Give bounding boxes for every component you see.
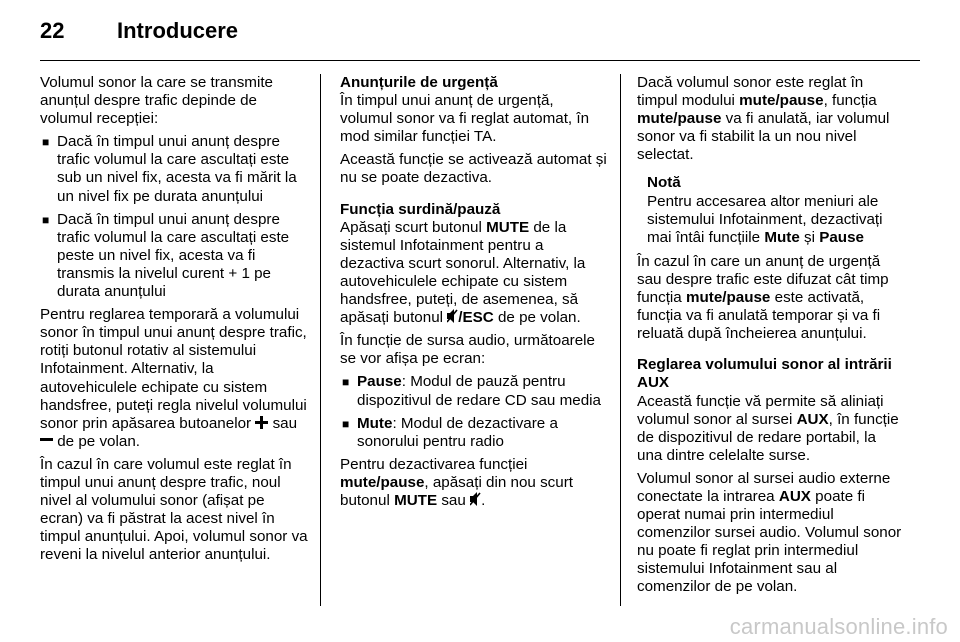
paragraph: Această funcție se activează automat și nu se poate dezactiva. [340, 151, 607, 187]
paragraph-text: de la sistemul Infotainment pentru a dezactiva scurt sonorul. Alternativ, la autovehiculele echipate cu sistem handsfree, puteți, de asemenea, să apăsați butonul [340, 218, 586, 327]
watermark: carmanualsonline.info [729, 614, 948, 639]
list-item [340, 415, 608, 451]
column-2 [340, 74, 608, 515]
paragraph-text: În cazul în care un anunț de urgență sau despre trafic este difuzat cât timp funcția [637, 252, 889, 307]
paragraph-text: . [481, 491, 486, 509]
paragraph-text: Această funcție vă permite să aliniați volumul sonor al sursei [637, 392, 884, 428]
column-3 [637, 74, 905, 602]
paragraph-text: Apăsați scurt butonul [340, 218, 482, 236]
mute-pause-label: mute/pause [739, 92, 824, 110]
list-item [40, 133, 308, 205]
list-item [40, 211, 308, 301]
bullet-icon: ■ [42, 135, 50, 150]
paragraph: În timpul unui anunț de urgență, volumul sonor va fi reglat automat, în mod similar funcției TA. [340, 92, 590, 146]
paragraph-text: poate fi operat numai prin intermediul comenzilor sursei audio. Volumul sonor nu poate fi reglat prin intermediul sistemului Infotainment sau al comenzilor de pe volan. [637, 487, 902, 596]
paragraph [637, 470, 905, 597]
paragraph-text: de pe volan. [57, 432, 140, 450]
paragraph [340, 456, 608, 510]
list-item-term: Pause [357, 373, 402, 391]
mute-pause-label: mute/pause [685, 289, 771, 307]
paragraph-text: Dacă volumul sonor este reglat în timpul modului [637, 74, 864, 110]
column-1 [40, 74, 308, 569]
list-item-text: Dacă în timpul unui anunț despre trafic volumul la care ascultați este sub un nivel fix, acesta va fi mărit la un nivel fix pe durata anunțului [57, 133, 297, 205]
plus-icon [255, 416, 268, 429]
paragraph-text: Pentru accesarea altor meniuri ale sistemului Infotainment, dezactivați mai întâi funcțiile [647, 192, 883, 246]
mute-pause-label: mute/pause [340, 473, 425, 491]
mute-pause-label: mute/pause [637, 110, 722, 128]
paragraph-text: va fi anulată, iar volumul sonor va fi stabilit la un nou nivel selectat. [637, 110, 890, 164]
note-text [647, 193, 905, 247]
mute-label: MUTE [394, 491, 438, 509]
paragraph-text: , apăsați din nou scurt butonul [340, 473, 573, 509]
paragraph-text: sau [272, 414, 298, 432]
bullet-icon: ■ [42, 212, 50, 227]
list-item-term: Mute [357, 414, 393, 432]
section-heading: Funcția surdină/pauză [340, 200, 501, 218]
paragraph [637, 74, 905, 164]
esc-label: /ESC [458, 309, 494, 327]
aux-label: AUX [796, 410, 829, 428]
paragraph-text: de pe volan. [497, 309, 581, 327]
note-box [637, 174, 905, 246]
paragraph [637, 393, 905, 465]
paragraph: În cazul în care volumul este reglat în timpul unui anunț despre trafic, noul nivel al volumului sonor (afișat pe ecran) va fi păstrat la acest nivel în timpul anunțului. Apoi, volumul sonor va reveni la nivelul anterior anunțului. [40, 455, 308, 564]
note-title: Notă [647, 174, 681, 192]
paragraph-text: Volumul sonor al sursei audio externe conectate la intrarea [637, 469, 891, 505]
paragraph-text: Pentru reglarea temporară a volumului sonor în timpul unui anunț despre trafic, rotiți butonul rotativ al sistemului Infotainment. Alternativ, la autovehiculele echipate cu sistem handsfree, puteți regla nivelul volumului sonor prin apăsarea butoanelor [40, 306, 307, 432]
paragraph [40, 306, 308, 451]
paragraph [340, 219, 608, 328]
paragraph-text: , în funcție de dispozitivul de redare portabil, la una dintre celelalte surse. [637, 410, 899, 464]
paragraph-text: Pentru dezactivarea funcției [340, 455, 528, 473]
column-divider [320, 74, 321, 606]
list-item [340, 373, 608, 409]
paragraph: În funcție de sursa audio, următoarele se vor afișa pe ecran: [340, 332, 595, 368]
pause-label: Pause [819, 228, 864, 246]
mute-label: MUTE [486, 218, 530, 236]
section-heading: Reglarea volumului sonor al intrării AUX [637, 356, 892, 392]
page-number: 22 [40, 18, 65, 43]
list-item-text: : Modul de dezactivare a sonorului pentru radio [357, 414, 558, 450]
aux-label: AUX [778, 487, 811, 505]
page-header [40, 16, 920, 61]
page-title: Introducere [117, 18, 239, 43]
column-divider [620, 74, 621, 606]
paragraph-text: este activată, funcția va fi anulată temporar și va fi reluată după încheierea anunțului. [637, 289, 881, 343]
minus-icon [40, 434, 53, 447]
paragraph [637, 253, 905, 343]
paragraph-text: și [804, 228, 815, 246]
bullet-icon: ■ [342, 416, 350, 431]
bullet-icon: ■ [342, 375, 350, 390]
paragraph-text: , funcția [823, 92, 877, 110]
paragraph: Volumul sonor la care se transmite anunțul despre trafic depinde de volumul recepției: [40, 74, 273, 128]
list-item-text: Dacă în timpul unui anunț despre trafic volumul la care ascultați este peste un nivel fix, acesta va fi transmis la nivelul curent + 1 pe durata anunțului [57, 210, 290, 301]
list-item-text: : Modul de pauză pentru dispozitivul de redare CD sau media [357, 373, 601, 409]
mute-label: Mute [764, 228, 800, 246]
section-heading: Anunțurile de urgență [340, 74, 498, 91]
mute-speaker-icon [447, 309, 458, 323]
paragraph-text: sau [441, 491, 466, 509]
mute-speaker-icon [470, 492, 481, 506]
